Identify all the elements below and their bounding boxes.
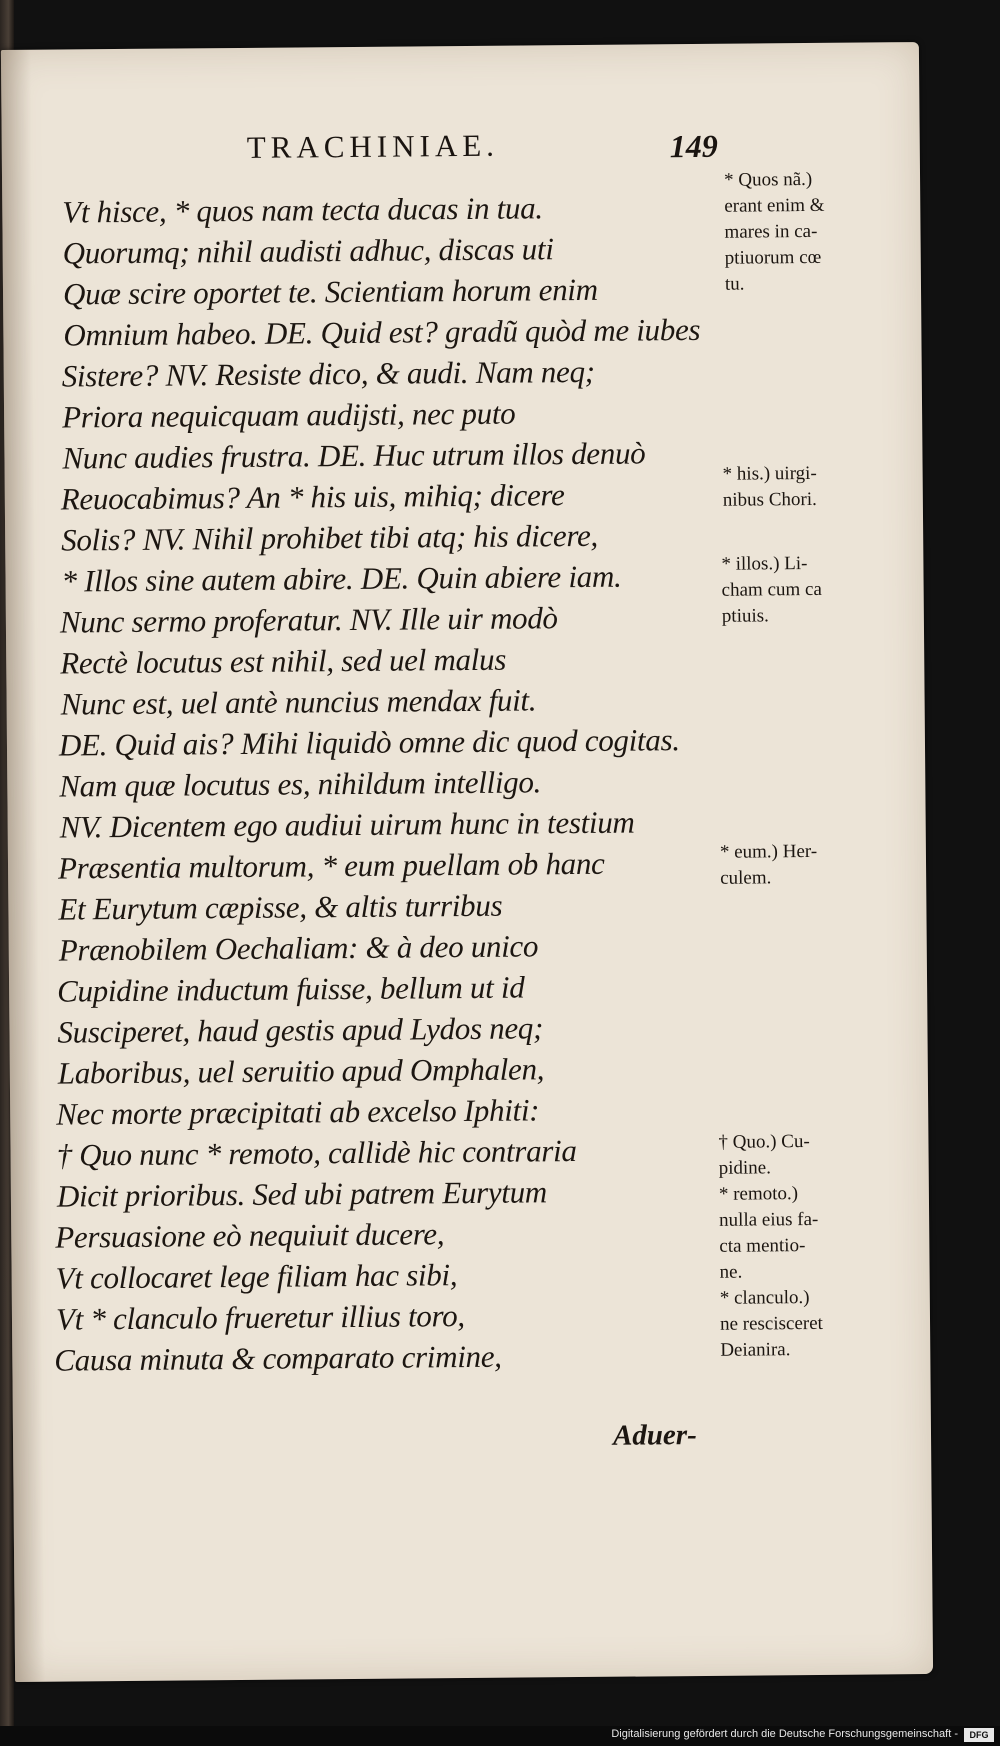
marginal-note-line: nulla eius fa- <box>719 1208 819 1231</box>
verse-line: Solis? NV. Nihil prohibet tibi atq; his dicere, <box>61 517 599 558</box>
verse-line: Vt hisce, * quos nam tecta ducas in tua. <box>62 190 543 230</box>
verse-line: Et Eurytum cæpisse, & altis turribus <box>58 887 503 927</box>
marginal-note-line: * illos.) Li- <box>721 553 808 575</box>
marginal-note <box>723 460 898 514</box>
verse-line: NV. Dicentem ego audiui uirum hunc in testium <box>59 804 635 845</box>
verse-line: Priora nequicquam audijsti, nec puto <box>61 395 516 435</box>
verse-line: Præsentia multorum, * eum puellam ob hanc <box>57 845 605 886</box>
marginal-note-line: ne rescisceret <box>719 1312 823 1335</box>
marginal-note-line: erant enim & <box>724 194 825 217</box>
dfg-logo: DFG <box>964 1728 994 1742</box>
verse-line: Causa minuta & comparato crimine, <box>54 1338 502 1378</box>
verse-line: Vt * clanculo frueretur illius toro, <box>55 1298 465 1337</box>
marginal-note-line: Deianira. <box>720 1339 791 1361</box>
marginal-note-line: mares in ca- <box>724 220 818 243</box>
verse-line: Vt collocaret lege filiam hac sibi, <box>55 1257 458 1296</box>
verse-line: Persuasione eò nequiuit ducere, <box>55 1216 445 1255</box>
verse-line: Nam quæ locutus es, nihildum intelligo. <box>59 764 542 804</box>
marginal-note-line: * clanculo.) <box>719 1287 810 1309</box>
marginal-note-line: * remoto.) <box>718 1183 799 1205</box>
funding-credit: Digitalisierung gefördert durch die Deutsche Forschungsgemeinschaft - <box>611 1728 958 1740</box>
marginal-note <box>718 1128 895 1364</box>
verse-line: * Illos sine autem abire. DE. Quin abiere iam. <box>61 558 622 599</box>
marginal-note-line: * Quos nã.) <box>723 168 813 191</box>
verse-line: DE. Quid ais? Mihi liquidò omne dic quod cogitas. <box>58 722 680 763</box>
marginal-note-line: * his.) uirgi- <box>722 462 817 485</box>
marginal-note <box>721 550 897 630</box>
verse-line: Cupidine inductum fuisse, bellum ut id <box>56 969 525 1009</box>
verse-line: Reuocabimus? An * his uis, mihiq; dicere <box>60 477 565 517</box>
verse-line: Quorumq; nihil audisti adhuc, discas uti <box>62 231 554 271</box>
verse-line: Prænobilem Oechaliam: & à deo unico <box>58 928 539 968</box>
marginal-note <box>720 838 895 892</box>
verse-line: Susciperet, haud gestis apud Lydos neq; <box>57 1010 544 1050</box>
marginal-note-line: culem. <box>720 867 772 889</box>
marginal-note-line: cham cum ca <box>721 578 822 601</box>
verse-line: Laboribus, uel seruitio apud Omphalen, <box>57 1051 545 1091</box>
book-page <box>1 42 933 1682</box>
verse-line: Dicit prioribus. Sed ubi patrem Eurytum <box>56 1174 548 1214</box>
verse-line: Nunc est, uel antè nuncius mendax fuit. <box>60 682 537 722</box>
marginal-note-line: * eum.) Her- <box>719 840 818 863</box>
marginal-note-line: cta mentio- <box>719 1235 806 1257</box>
verse-line: Rectè locutus est nihil, sed uel malus <box>60 641 507 681</box>
marginal-note-line: † Quo.) Cu- <box>718 1131 810 1153</box>
verse-line: Omnium habeo. DE. Quid est? gradũ quòd me iubes <box>63 311 701 353</box>
verse-line: Nunc audies frustra. DE. Huc utrum illos denuò <box>62 435 646 476</box>
marginal-note-line: nibus Chori. <box>722 488 817 511</box>
marginal-note-line: tu. <box>724 273 745 295</box>
marginal-note-line: ptiuis. <box>721 605 769 627</box>
verse-line: Sistere? NV. Resiste dico, & audi. Nam neq; <box>61 353 595 394</box>
marginal-note <box>724 166 900 298</box>
running-title: TRACHINIAE. <box>246 127 500 165</box>
verse-line: Nec morte præcipitati ab excelso Iphiti: <box>56 1092 540 1132</box>
footer-bar <box>0 1726 1000 1746</box>
marginal-note-line: pidine. <box>718 1157 772 1179</box>
verse-line: Quæ scire oportet te. Scientiam horum enim <box>62 271 598 312</box>
catchword: Aduer- <box>612 1419 697 1452</box>
marginal-note-line: ne. <box>719 1261 743 1283</box>
verse-line: † Quo nunc * remoto, callidè hic contraria <box>56 1133 577 1173</box>
page-number: 149 <box>669 127 718 165</box>
verse-line: Nunc sermo proferatur. NV. Ille uir modò <box>59 600 558 640</box>
marginal-note-line: ptiuorum cœ <box>724 246 822 269</box>
